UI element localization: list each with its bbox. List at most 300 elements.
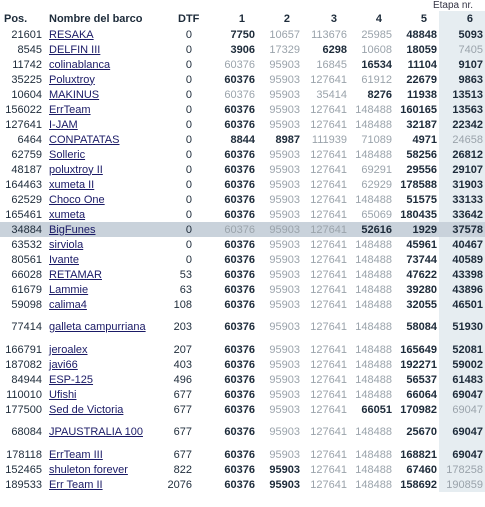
- boat-name-cell: [46, 387, 166, 402]
- boat-name-link[interactable]: jeroalex: [49, 343, 88, 356]
- stage-6-value: 29107: [439, 162, 485, 177]
- stage-4-value: 148488: [355, 373, 392, 386]
- row-position: 35225: [11, 73, 42, 86]
- boat-name-link[interactable]: RESAKA: [49, 28, 94, 41]
- stage-4-value: 148488: [355, 103, 392, 116]
- stage-5-value: 165649: [400, 343, 437, 356]
- stage-6-value: 69047: [439, 417, 485, 447]
- stage-1-value: 60376: [224, 358, 255, 371]
- boat-name-cell: [46, 282, 166, 297]
- table-row: [0, 342, 485, 357]
- stage-6-value: 61483: [439, 372, 485, 387]
- stage-6-value: 22342: [439, 117, 485, 132]
- table-row: [0, 417, 485, 447]
- stage-2-value: 95903: [269, 388, 300, 401]
- stage-2-value: 95903: [269, 448, 300, 461]
- column-header[interactable]: DTF: [178, 13, 200, 25]
- row-position: 34884: [0, 222, 46, 237]
- column-header[interactable]: Nombre del barco: [49, 13, 143, 25]
- stage-5-value: 45961: [406, 238, 437, 251]
- dtf-value: 0: [185, 103, 192, 116]
- stage-5-value: 18059: [406, 43, 437, 56]
- stage-4-value: 10608: [361, 43, 392, 56]
- row-position: 48187: [11, 163, 42, 176]
- table-row: [0, 387, 485, 402]
- stage-5-value: 73744: [406, 253, 437, 266]
- stage-2-value: 95903: [269, 58, 300, 71]
- stage-4-value: 16534: [361, 58, 392, 71]
- stage-1-value: 60376: [224, 283, 255, 296]
- stage-4-value: 148488: [355, 321, 392, 333]
- stage-label: Etapa nr.: [432, 0, 473, 11]
- row-position: 8545: [17, 43, 42, 56]
- table-row: [0, 147, 485, 162]
- stage-2-value: 95903: [269, 268, 300, 281]
- dtf-value: 0: [185, 208, 192, 221]
- dtf-value: 0: [185, 43, 192, 56]
- row-position: 68084: [11, 426, 42, 438]
- table-row: [0, 447, 485, 462]
- dtf-value: 0: [185, 133, 192, 146]
- stage-3-value: 127641: [310, 148, 347, 161]
- column-header[interactable]: 1: [238, 13, 245, 25]
- dtf-value: 496: [173, 373, 192, 386]
- stage-5-value: 56537: [406, 373, 437, 386]
- boat-name-cell: [46, 237, 166, 252]
- stage-2-value: 95903: [269, 343, 300, 356]
- stage-2-value: 17329: [269, 43, 300, 56]
- stage-6-value: 52081: [439, 342, 485, 357]
- stage-4-value: 66051: [361, 403, 392, 416]
- stage-1-value: 60376: [224, 463, 255, 476]
- dtf-value: 822: [173, 463, 192, 476]
- table-row: [0, 27, 485, 42]
- stage-4-value: 148488: [355, 358, 392, 371]
- stage-6-value: 33642: [439, 207, 485, 222]
- stage-1-value: 60376: [224, 478, 255, 491]
- stage-1-value: 60376: [224, 148, 255, 161]
- stage-3-value: 6298: [322, 43, 347, 56]
- dtf-value: 677: [173, 403, 192, 416]
- boat-name-link[interactable]: JPAUSTRALIA 100: [49, 426, 143, 438]
- boat-name-cell: [46, 372, 166, 387]
- boat-name-link[interactable]: sirviola: [49, 238, 84, 251]
- stage-4-value: 62929: [361, 178, 392, 191]
- stage-5-value: 58256: [406, 148, 437, 161]
- dtf-value: 0: [185, 163, 192, 176]
- stage-3-value: 127641: [310, 448, 347, 461]
- stage-4-value: 148488: [355, 463, 392, 476]
- boat-name-cell: [46, 102, 166, 117]
- boat-name-link[interactable]: Choco One: [49, 193, 105, 206]
- stage-1-value: 60376: [224, 403, 255, 416]
- stage-1-value: 60376: [224, 193, 255, 206]
- stage-1-value: 60376: [224, 373, 255, 386]
- stage-2-value: 95903: [269, 238, 300, 251]
- stage-3-value: 127641: [310, 253, 347, 266]
- boat-name-link[interactable]: poluxtroy II: [49, 163, 103, 176]
- stage-label-row: [0, 0, 485, 11]
- boat-name-cell: [46, 252, 166, 267]
- stage-2-value: 95903: [269, 178, 300, 191]
- stage-3-value: 127641: [310, 403, 347, 416]
- stage-5-value: 4971: [412, 133, 437, 146]
- stage-2-value: 95903: [269, 298, 300, 311]
- stage-6-value: 37578: [439, 222, 485, 237]
- stage-5-value: 160165: [400, 103, 437, 116]
- table-row: [0, 192, 485, 207]
- row-position: 177500: [5, 403, 42, 416]
- stage-6-value: 59002: [439, 357, 485, 372]
- stage-6-value: 24658: [439, 132, 485, 147]
- column-header[interactable]: 6: [439, 11, 485, 27]
- stage-4-value: 148488: [355, 238, 392, 251]
- stage-2-value: 95903: [269, 88, 300, 101]
- table-row: [0, 477, 485, 492]
- table-row: [0, 42, 485, 57]
- stage-4-value: 148488: [355, 253, 392, 266]
- row-position: 59098: [11, 298, 42, 311]
- stage-2-value: 10657: [269, 28, 300, 41]
- stage-2-value: 95903: [269, 426, 300, 438]
- boat-name-link[interactable]: Lammie: [49, 283, 89, 296]
- boat-name-link[interactable]: ErrTeam: [49, 103, 91, 116]
- boat-name-cell: [46, 87, 166, 102]
- boat-name-link[interactable]: RETAMAR: [49, 268, 102, 281]
- boat-name-link[interactable]: ErrTeam III: [49, 448, 103, 461]
- stage-2-value: 95903: [257, 222, 302, 237]
- table-row: [0, 312, 485, 342]
- boat-name-link[interactable]: xumeta: [49, 208, 86, 221]
- boat-name-cell: [46, 417, 166, 447]
- row-position: 187082: [5, 358, 42, 371]
- stage-3-value: 127641: [310, 463, 347, 476]
- boat-name-link[interactable]: I-JAM: [49, 118, 78, 131]
- stage-3-value: 127641: [310, 478, 347, 491]
- table-row: [0, 357, 485, 372]
- stage-3-value: 35414: [316, 88, 347, 101]
- stage-3-value: 127641: [310, 321, 347, 333]
- boat-name-cell: [46, 42, 166, 57]
- stage-3-value: 127641: [310, 73, 347, 86]
- dtf-value: 53: [179, 268, 192, 281]
- stage-1-value: 60376: [224, 238, 255, 251]
- boat-name-cell: [46, 27, 166, 42]
- stage-2-value: 95903: [269, 73, 300, 86]
- stage-1-value: 60376: [224, 208, 255, 221]
- stage-3-value: 16845: [316, 58, 347, 71]
- row-position: 127641: [5, 118, 42, 131]
- table-row: [0, 267, 485, 282]
- boat-name-link[interactable]: Solleric: [49, 148, 86, 161]
- dtf-value: 0: [185, 58, 192, 71]
- dtf-value: 0: [185, 238, 192, 251]
- stage-5-value: 51575: [406, 193, 437, 206]
- boat-name-link[interactable]: xumeta II: [49, 178, 95, 191]
- row-position: 11742: [12, 58, 42, 71]
- boat-name-cell: [46, 192, 166, 207]
- stage-2-value: 95903: [269, 321, 300, 333]
- table-row: [0, 402, 485, 417]
- stage-6-value: 40589: [439, 252, 485, 267]
- stage-4-value: 148488: [355, 193, 392, 206]
- table-body: [0, 27, 485, 492]
- stage-4-value: 148488: [355, 283, 392, 296]
- stage-4-value: 148488: [355, 118, 392, 131]
- row-position: 10604: [11, 88, 42, 101]
- stage-1-value: 60376: [224, 343, 255, 356]
- boat-name-link[interactable]: shuleton forever: [49, 463, 128, 476]
- stage-5-value: 67460: [406, 463, 437, 476]
- stage-6-value: 13563: [439, 102, 485, 117]
- boat-name-link[interactable]: javi66: [49, 358, 78, 371]
- column-header[interactable]: 4: [375, 13, 382, 25]
- stage-5-value: 180435: [400, 208, 437, 221]
- stage-6-value: 69047: [439, 447, 485, 462]
- stage-1-value: 60376: [224, 253, 255, 266]
- column-header[interactable]: 3: [330, 13, 337, 25]
- stage-5-value: 11104: [407, 58, 437, 71]
- stage-5-value: 178588: [400, 178, 437, 191]
- stage-2-value: 95903: [269, 253, 300, 266]
- stage-5-value: 58084: [406, 321, 437, 333]
- stage-5-value: 25670: [406, 426, 437, 438]
- dtf-value: 403: [173, 358, 192, 371]
- stage-2-value: 95903: [269, 118, 300, 131]
- stage-5-value: 22679: [406, 73, 437, 86]
- row-position: 77414: [11, 321, 42, 333]
- boat-name-cell: [46, 132, 166, 147]
- stage-4-value: 52616: [349, 222, 394, 237]
- row-position: 110010: [6, 388, 42, 401]
- dtf-value: 0: [185, 178, 192, 191]
- stage-5-value: 39280: [406, 283, 437, 296]
- stage-5-value: 66064: [406, 388, 437, 401]
- dtf-value: 0: [185, 253, 192, 266]
- stage-3-value: 127641: [310, 388, 347, 401]
- boat-name-link[interactable]: BigFunes: [49, 223, 96, 236]
- table-row: [0, 102, 485, 117]
- stage-3-value: 127641: [310, 178, 347, 191]
- stage-1-value: 60376: [224, 321, 255, 333]
- row-position: 6464: [17, 133, 42, 146]
- stage-2-value: 8987: [275, 133, 300, 146]
- stage-6-value: 7405: [439, 42, 485, 57]
- stage-3-value: 127641: [310, 103, 347, 116]
- stage-6-value: 31903: [439, 177, 485, 192]
- boat-name-cell: [46, 177, 166, 192]
- stage-4-value: 69291: [361, 163, 392, 176]
- stage-5-value: 29556: [406, 163, 437, 176]
- stage-1-value: 60376: [224, 426, 255, 438]
- boat-name-cell: [46, 162, 166, 177]
- stage-1-value: 60376: [224, 88, 255, 101]
- stage-6-value: 43896: [439, 282, 485, 297]
- dtf-value: 677: [173, 448, 192, 461]
- stage-1-value: 60376: [224, 298, 255, 311]
- table-row: [0, 132, 485, 147]
- row-position: 165461: [5, 208, 42, 221]
- stage-5-value: 32187: [406, 118, 437, 131]
- stage-5-value: 48848: [406, 28, 437, 41]
- stage-4-value: 61912: [361, 73, 392, 86]
- boat-name-cell: [46, 297, 166, 312]
- table-row: [0, 297, 485, 312]
- stage-4-value: 25985: [361, 28, 392, 41]
- dtf-value: 2076: [167, 478, 192, 491]
- boat-name-cell: [46, 57, 166, 72]
- row-position: 62529: [11, 193, 42, 206]
- stage-1-value: 60376: [224, 268, 255, 281]
- stage-3-value: 127641: [310, 283, 347, 296]
- stage-3-value: 127641: [310, 343, 347, 356]
- stage-4-value: 148488: [355, 426, 392, 438]
- stage-5-value: 32055: [406, 298, 437, 311]
- stage-2-value: 95903: [269, 193, 300, 206]
- stage-5-value: 47622: [406, 268, 437, 281]
- table-row: [0, 87, 485, 102]
- row-position: 164463: [5, 178, 42, 191]
- stage-1-value: 7750: [230, 28, 255, 41]
- stage-4-value: 148488: [355, 343, 392, 356]
- boat-name-link[interactable]: MAKINUS: [49, 88, 100, 101]
- stage-1-value: 60376: [224, 58, 255, 71]
- stage-3-value: 127641: [302, 222, 349, 237]
- dtf-value: 0: [185, 28, 192, 41]
- table-row: [0, 117, 485, 132]
- row-position: 189533: [5, 478, 42, 491]
- stage-2-value: 95903: [269, 403, 300, 416]
- boat-name-cell: [46, 72, 166, 87]
- boat-name-link[interactable]: calima4: [49, 298, 87, 311]
- stage-4-value: 71089: [361, 133, 392, 146]
- boat-name-link[interactable]: ESP-125: [49, 373, 94, 386]
- stage-6-value: 40467: [439, 237, 485, 252]
- column-header[interactable]: 2: [283, 13, 290, 25]
- stage-6-value: 46501: [439, 297, 485, 312]
- stage-6-value: 69047: [439, 387, 485, 402]
- table-row: [0, 57, 485, 72]
- boat-name-cell: [46, 222, 166, 237]
- stage-2-value: 95903: [269, 463, 300, 476]
- dtf-value: 0: [185, 148, 192, 161]
- boat-name-cell: [46, 477, 166, 492]
- stage-6-value: 13513: [439, 87, 485, 102]
- table-row: [0, 177, 485, 192]
- stage-6-value: 69047: [439, 402, 485, 417]
- stage-5-value: 158692: [400, 478, 437, 491]
- stage-3-value: 127641: [310, 268, 347, 281]
- boat-name-link[interactable]: Ufishi: [49, 388, 77, 401]
- table-row: [0, 222, 485, 237]
- stage-4-value: 148488: [355, 268, 392, 281]
- stage-1-value: 60376: [224, 118, 255, 131]
- boat-name-cell: [46, 312, 166, 342]
- boat-name-link[interactable]: galleta campurriana: [49, 321, 146, 333]
- stage-1-value: 60376: [224, 448, 255, 461]
- stage-4-value: 8276: [367, 88, 392, 101]
- stage-3-value: 127641: [310, 193, 347, 206]
- dtf-value: 207: [173, 343, 192, 356]
- dtf-value: 63: [179, 283, 192, 296]
- stage-2-value: 95903: [269, 358, 300, 371]
- stage-2-value: 95903: [269, 373, 300, 386]
- stage-6-value: 26812: [439, 147, 485, 162]
- stage-2-value: 95903: [269, 283, 300, 296]
- table-row: [0, 207, 485, 222]
- table-row: [0, 252, 485, 267]
- stage-5-value: 170982: [400, 403, 437, 416]
- stage-2-value: 95903: [269, 478, 300, 491]
- table-row: [0, 282, 485, 297]
- table-row: [0, 237, 485, 252]
- stage-3-value: 127641: [310, 163, 347, 176]
- stage-6-value: 190859: [439, 477, 485, 492]
- boat-name-link[interactable]: Sed de Victoria: [49, 403, 124, 416]
- boat-name-cell: [46, 147, 166, 162]
- dtf-value: 0: [185, 73, 192, 86]
- boat-name-cell: [46, 207, 166, 222]
- row-position: 80561: [11, 253, 42, 266]
- row-position: 84944: [11, 373, 42, 386]
- stage-1-value: 60376: [212, 222, 257, 237]
- stage-2-value: 95903: [269, 163, 300, 176]
- dtf-value: 0: [185, 88, 192, 101]
- boat-name-cell: [46, 447, 166, 462]
- stage-3-value: 127641: [310, 373, 347, 386]
- row-position: 156022: [5, 103, 42, 116]
- dtf-value: 677: [173, 426, 192, 438]
- column-header[interactable]: 5: [420, 13, 427, 25]
- row-position: 66028: [11, 268, 42, 281]
- stage-1-value: 60376: [224, 178, 255, 191]
- stage-6-value: 9107: [439, 57, 485, 72]
- table-row: [0, 462, 485, 477]
- boat-name-link[interactable]: Poluxtroy: [49, 73, 95, 86]
- boat-name-cell: [46, 462, 166, 477]
- stage-1-value: 60376: [224, 103, 255, 116]
- boat-name-link[interactable]: CONPATATAS: [49, 133, 120, 146]
- stage-3-value: 127641: [310, 208, 347, 221]
- boat-name-cell: [46, 342, 166, 357]
- boat-name-link[interactable]: Ivante: [49, 253, 79, 266]
- boat-name-link[interactable]: DELFIN III: [49, 43, 101, 56]
- boat-name-cell: [46, 117, 166, 132]
- boat-name-cell: [46, 267, 166, 282]
- dtf-value: 0: [185, 193, 192, 206]
- stage-5-value: 1929: [394, 222, 439, 237]
- boat-name-link[interactable]: Err Team II: [49, 478, 103, 491]
- dtf-value: 108: [173, 298, 192, 311]
- column-header[interactable]: Pos.: [4, 13, 28, 25]
- boat-name-link[interactable]: colinablanca: [49, 58, 111, 71]
- stage-6-value: 51930: [439, 312, 485, 342]
- stage-6-value: 5093: [439, 27, 485, 42]
- row-position: 62759: [11, 148, 42, 161]
- stage-2-value: 95903: [269, 148, 300, 161]
- row-position: 21601: [11, 28, 42, 41]
- stage-5-value: 192271: [400, 358, 437, 371]
- stage-1-value: 8844: [230, 133, 255, 146]
- stage-5-value: 11938: [407, 88, 437, 101]
- stage-2-value: 95903: [269, 103, 300, 116]
- stage-4-value: 148488: [355, 388, 392, 401]
- stage-6-value: 178258: [439, 462, 485, 477]
- stage-1-value: 60376: [224, 73, 255, 86]
- table-row: [0, 162, 485, 177]
- stage-3-value: 127641: [310, 358, 347, 371]
- stage-3-value: 127641: [310, 118, 347, 131]
